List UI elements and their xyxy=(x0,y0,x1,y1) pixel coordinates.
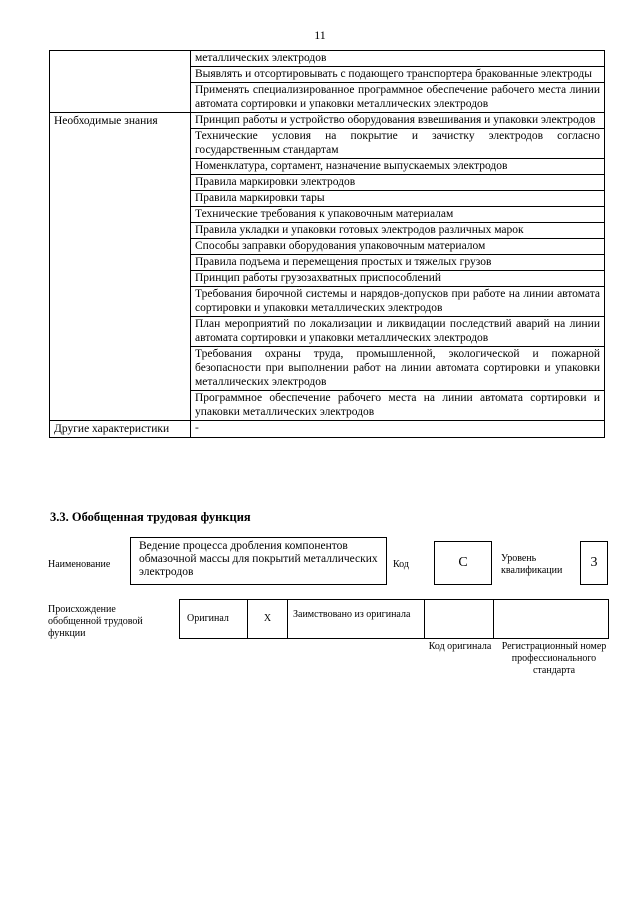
code-field: C xyxy=(434,541,492,585)
table-cell: Правила укладки и упаковки готовых электродов различных марок xyxy=(191,223,605,239)
original-cell xyxy=(180,600,248,638)
reg-number-label: Регистрационный номер профессионального стандарта xyxy=(501,641,607,676)
reg-number-cell xyxy=(494,600,608,638)
qualification-level-field: 3 xyxy=(580,541,608,585)
function-name-field: Ведение процесса дробления компонентов обмазочной массы для покрытий металлических электродов xyxy=(130,537,387,585)
code-label: Код xyxy=(393,559,409,570)
table-cell: Номенклатура, сортамент, назначение выпускаемых электродов xyxy=(191,159,605,175)
row-group-header xyxy=(50,51,191,113)
row-group-header: Другие характеристики xyxy=(50,421,191,438)
table-cell: Правила подъема и перемещения простых и тяжелых грузов xyxy=(191,255,605,271)
table-row xyxy=(50,51,605,67)
name-label: Наименование xyxy=(48,559,111,570)
original-mark: X xyxy=(248,600,288,638)
table-row xyxy=(50,113,605,129)
table-cell: - xyxy=(191,421,605,438)
table-cell: Программное обеспечение рабочего места на линии автомата сортировки и упаковки металлических электродов xyxy=(191,391,605,421)
table-cell: Принцип работы и устройство оборудования взвешивания и упаковки электродов xyxy=(191,113,605,129)
table-cell: План мероприятий по локализации и ликвидации последствий аварий на линии автомата сортировки и упаковки металлических электродов xyxy=(191,317,605,347)
table-cell: Способы заправки оборудования упаковочным материалом xyxy=(191,239,605,255)
table-cell: Правила маркировки тары xyxy=(191,191,605,207)
table-cell: Выявлять и отсортировывать с подающего транспортера бракованные электроды xyxy=(191,67,605,83)
origin-table xyxy=(179,599,609,639)
table-cell: Требования охраны труда, промышленной, экологической и пожарной безопасности при выполнении работ на линии автомата сортировки и упаковки металлических электродов xyxy=(191,347,605,391)
table-cell: Технические условия на покрытие и зачистку электродов согласно государственным стандартам xyxy=(191,129,605,159)
table-cell: Технические требования к упаковочным материалам xyxy=(191,207,605,223)
table-cell: металлических электродов xyxy=(191,51,605,67)
borrowed-cell xyxy=(288,600,425,638)
table-row xyxy=(50,421,605,438)
requirements-table xyxy=(49,50,605,438)
borrowed-label: Заимствовано из оригинала xyxy=(293,609,411,620)
section-title: 3.3. Обобщенная трудовая функция xyxy=(50,510,251,524)
table-cell: Правила маркировки электродов xyxy=(191,175,605,191)
code-original-label: Код оригинала xyxy=(428,641,492,652)
page-number: 11 xyxy=(314,28,326,42)
original-label: Оригинал xyxy=(187,613,229,624)
origin-label: Происхождение обобщенной трудовой функции xyxy=(48,604,143,639)
code-original-cell xyxy=(425,600,494,638)
table-cell: Применять специализированное программное обеспечение рабочего места линии автомата сортировки и упаковки металлических электродов xyxy=(191,83,605,113)
qualification-level-label: Уровень квалификации xyxy=(501,553,563,576)
row-group-header: Необходимые знания xyxy=(50,113,191,421)
table-cell: Требования бирочной системы и нарядов-допусков при работе на линии автомата сортировки и упаковки металлических электродов xyxy=(191,287,605,317)
table-cell: Принцип работы грузозахватных приспособлений xyxy=(191,271,605,287)
